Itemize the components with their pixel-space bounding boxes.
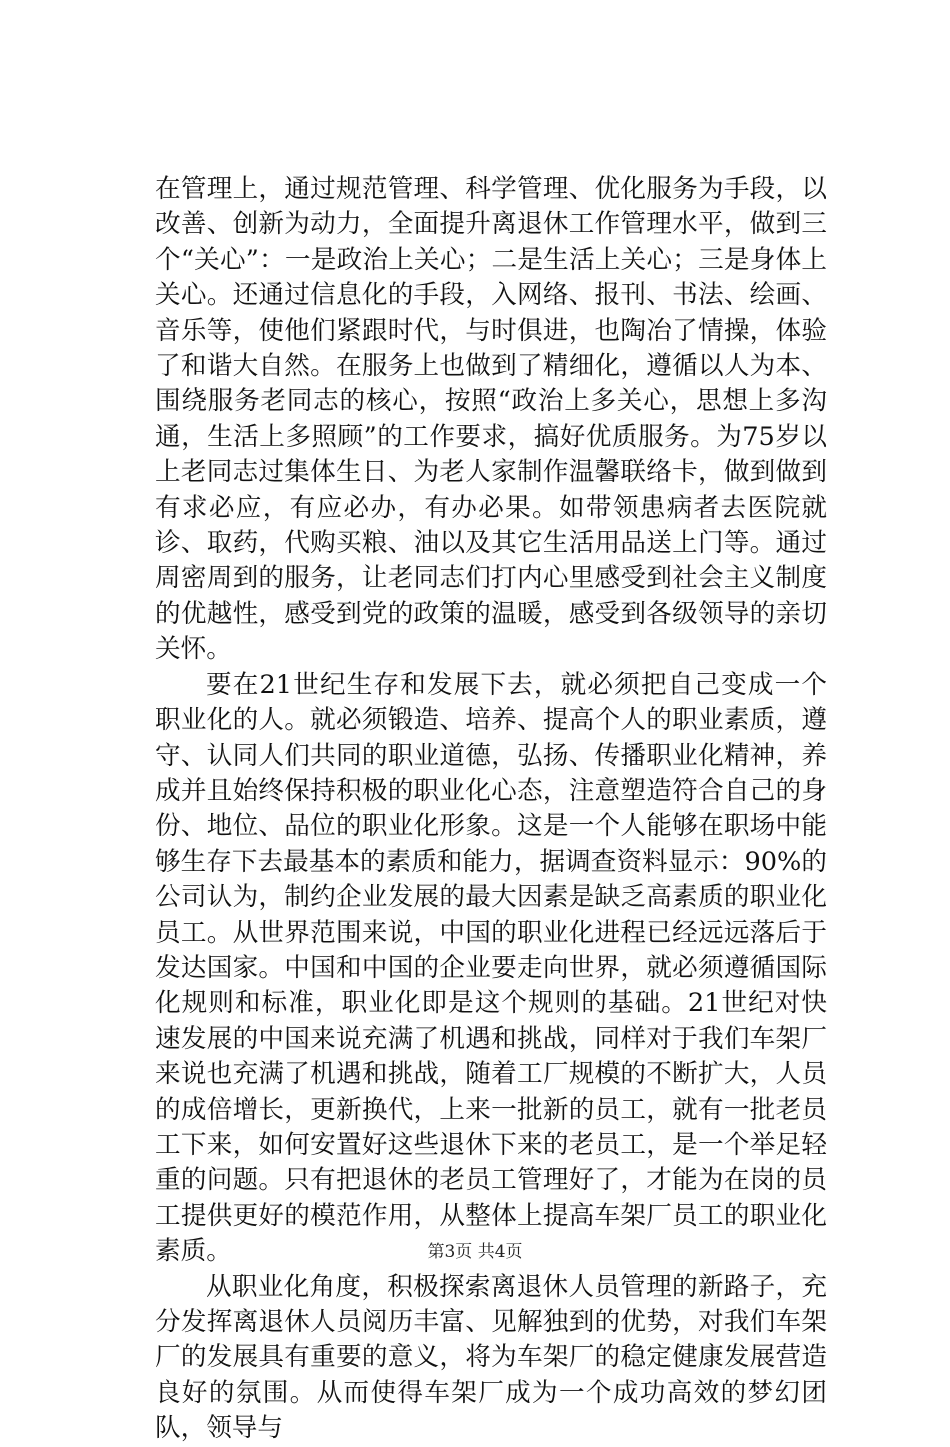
paragraph-3: 从职业化角度，积极探索离退休人员管理的新路子，充分发挥离退休人员阅历丰富、见解独到的优势，对我们车架厂的发展具有重要的意义，将为车架厂的稳定健康发展营造良好的氛围。从而使得车架厂成为一个成功高效的梦幻团队，领导与 — [155, 1271, 827, 1444]
paragraph-2: 要在21世纪生存和发展下去，就必须把自己变成一个职业化的人。就必须锻造、培养、提高个人的职业素质，遵守、认同人们共同的职业道德，弘扬、传播职业化精神，养成并且始终保持积极的职业化心态，注意塑造符合自己的身份、地位、品位的职业化形象。这是一个人能够在职场中能够生存下去最基本的素质和能力，据调查资料显示：90%的公司认为，制约企业发展的最大因素是缺乏高素质的职业化员工。从世界范围来说，中国的职业化进程已经远远落后于发达国家。中国和中国的企业要走向世界，就必须遵循国际化规则和标准，职业化即是这个规则的基础。21世纪对快速发展的中国来说充满了机遇和挑战，同样对于我们车架厂来说也充满了机遇和挑战，随着工厂规模的不断扩大，人员的成倍增长，更新换代，上来一批新的员工，就有一批老员工下来，如何安置好这些退休下来的老员工，是一个举足轻重的问题。只有把退休的老员工管理好了，才能为在岗的员工提供更好的模范作用，从整体上提高车架厂员工的职业化素质。 — [155, 669, 827, 1267]
page-footer: 第3页 共4页 — [427, 1242, 523, 1262]
paragraph-1: 在管理上，通过规范管理、科学管理、优化服务为手段，以改善、创新为动力，全面提升离退休工作管理水平，做到三个“关心”：一是政治上关心；二是生活上关心；三是身体上关心。还通过信息化的手段，入网络、报刊、书法、绘画、音乐等，使他们紧跟时代，与时俱进，也陶冶了情操，体验了和谐大自然。在服务上也做到了精细化，遵循以人为本、围绕服务老同志的核心，按照“政治上多关心，思想上多沟通，生活上多照顾”的工作要求，搞好优质服务。为75岁以上老同志过集体生日、为老人家制作温馨联络卡，做到做到有求必应，有应必办，有办必果。如带领患病者去医院就诊、取药，代购买粮、油以及其它生活用品送上门等。通过周密周到的服务，让老同志们打内心里感受到社会主义制度的优越性，感受到党的政策的温暖，感受到各级领导的亲切关怀。 — [155, 174, 827, 665]
